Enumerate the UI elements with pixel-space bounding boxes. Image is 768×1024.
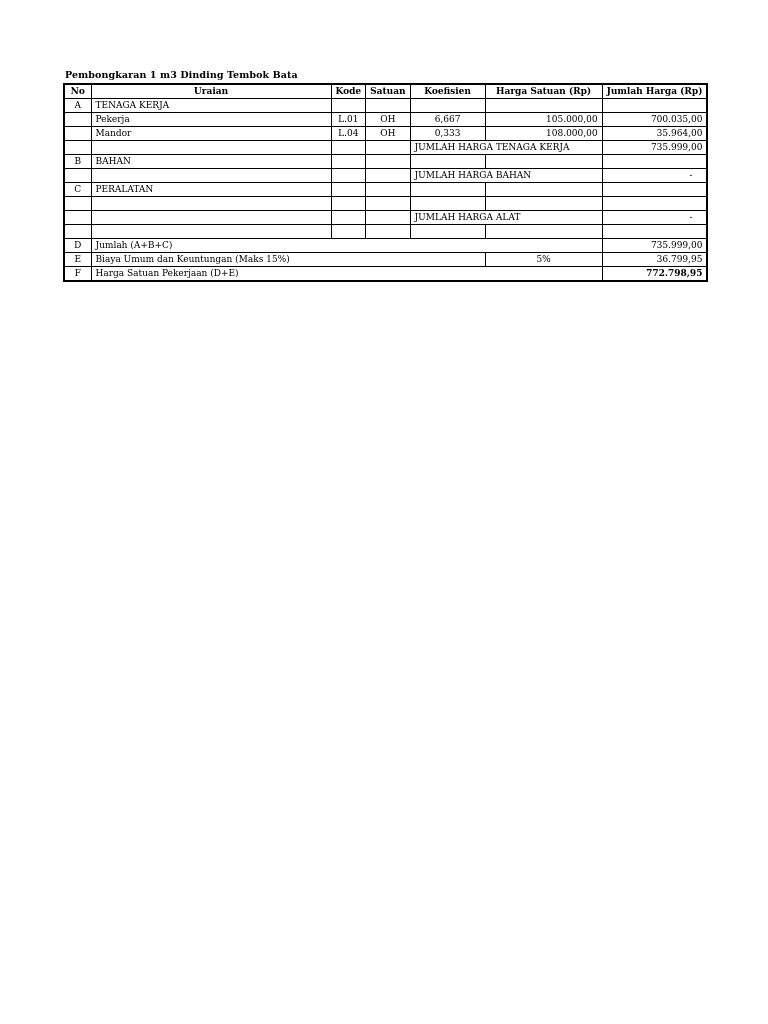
item-satuan: OH <box>366 113 410 127</box>
subtotal-label: JUMLAH HARGA BAHAN <box>410 169 602 183</box>
col-header-satuan: Satuan <box>366 84 410 99</box>
subtotal-value: - <box>602 211 707 225</box>
col-header-harga-satuan: Harga Satuan (Rp) <box>485 84 602 99</box>
col-header-kode: Kode <box>331 84 366 99</box>
summary-no: F <box>64 267 91 282</box>
section-no: B <box>64 155 91 169</box>
section-label: BAHAN <box>91 155 331 169</box>
section-b-row <box>64 155 707 169</box>
item-uraian: Pekerja <box>91 113 331 127</box>
price-analysis-table <box>63 83 708 282</box>
empty-row <box>64 197 707 211</box>
item-koefisien: 0,333 <box>410 127 485 141</box>
summary-value: 36.799,95 <box>602 253 707 267</box>
table-row <box>64 127 707 141</box>
item-harga-satuan: 105.000,00 <box>485 113 602 127</box>
summary-value: 735.999,00 <box>602 239 707 253</box>
section-no: A <box>64 99 91 113</box>
header-row <box>64 84 707 99</box>
item-koefisien: 6,667 <box>410 113 485 127</box>
summary-label: Harga Satuan Pekerjaan (D+E) <box>91 267 602 282</box>
summary-percent: 5% <box>485 253 602 267</box>
item-jumlah-harga: 35.964,00 <box>602 127 707 141</box>
col-header-jumlah-harga: Jumlah Harga (Rp) <box>602 84 707 99</box>
item-satuan: OH <box>366 127 410 141</box>
summary-label: Biaya Umum dan Keuntungan (Maks 15%) <box>91 253 485 267</box>
grand-total-value: 772.798,95 <box>602 267 707 282</box>
section-no: C <box>64 183 91 197</box>
table-row <box>64 113 707 127</box>
subtotal-row <box>64 169 707 183</box>
item-jumlah-harga: 700.035,00 <box>602 113 707 127</box>
section-a-row <box>64 99 707 113</box>
subtotal-label: JUMLAH HARGA TENAGA KERJA <box>410 141 602 155</box>
empty-row <box>64 225 707 239</box>
summary-no: E <box>64 253 91 267</box>
item-kode: L.04 <box>331 127 366 141</box>
item-kode: L.01 <box>331 113 366 127</box>
col-header-no: No <box>64 84 91 99</box>
section-label: TENAGA KERJA <box>91 99 331 113</box>
subtotal-value: 735.999,00 <box>602 141 707 155</box>
summary-label: Jumlah (A+B+C) <box>91 239 602 253</box>
section-c-row <box>64 183 707 197</box>
item-harga-satuan: 108.000,00 <box>485 127 602 141</box>
summary-no: D <box>64 239 91 253</box>
subtotal-value: - <box>602 169 707 183</box>
summary-row-f <box>64 267 707 282</box>
item-uraian: Mandor <box>91 127 331 141</box>
col-header-koefisien: Koefisien <box>410 84 485 99</box>
page-title: Pembongkaran 1 m3 Dinding Tembok Bata <box>65 70 298 81</box>
subtotal-row <box>64 211 707 225</box>
summary-row-d <box>64 239 707 253</box>
subtotal-row <box>64 141 707 155</box>
subtotal-label: JUMLAH HARGA ALAT <box>410 211 602 225</box>
summary-row-e <box>64 253 707 267</box>
col-header-uraian: Uraian <box>91 84 331 99</box>
section-label: PERALATAN <box>91 183 331 197</box>
